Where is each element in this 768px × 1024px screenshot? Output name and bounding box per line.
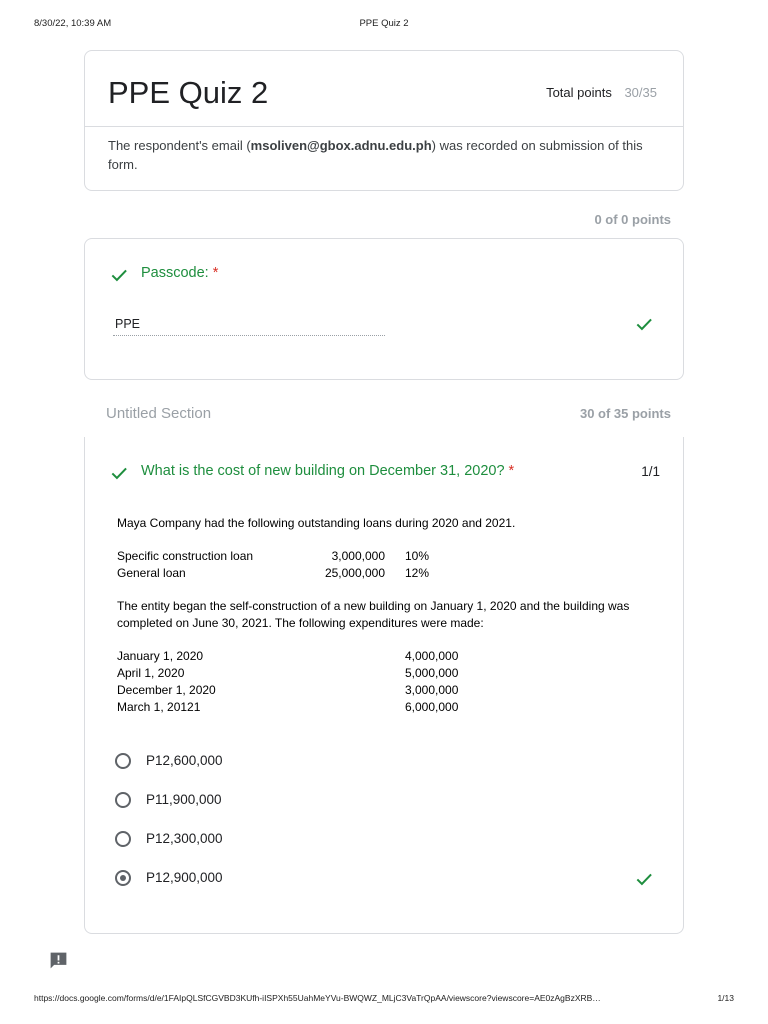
radio-button[interactable] bbox=[115, 753, 131, 769]
print-page-title: PPE Quiz 2 bbox=[359, 18, 409, 29]
question-title: What is the cost of new building on December 31, 2020? * bbox=[141, 463, 515, 479]
report-problem-icon[interactable] bbox=[48, 950, 69, 971]
passcode-question-title: Passcode: * bbox=[141, 265, 219, 281]
check-icon bbox=[109, 265, 129, 285]
total-points bbox=[546, 85, 657, 100]
radio-button-selected[interactable] bbox=[115, 870, 131, 886]
problem-description: The entity began the self-construction of a new building on January 1, 2020 and the building was completed on June 30, 2021. The following expenditures were made: bbox=[117, 599, 630, 630]
option-label: P12,300,000 bbox=[146, 831, 223, 846]
question-score: 1/1 bbox=[641, 464, 660, 479]
page-number: 1/13 bbox=[717, 993, 734, 1003]
passcode-card bbox=[84, 238, 684, 380]
option-p12900000[interactable] bbox=[115, 868, 655, 892]
expenditures-table bbox=[117, 648, 458, 716]
problem-intro: Maya Company had the following outstanding loans during 2020 and 2021. bbox=[117, 516, 516, 530]
table-row: Specific construction loan 3,000,000 10% bbox=[117, 549, 430, 563]
radio-button[interactable] bbox=[115, 831, 131, 847]
problem-image bbox=[117, 515, 667, 732]
required-asterisk: * bbox=[208, 265, 219, 281]
section-points: 30 of 35 points bbox=[579, 406, 671, 421]
option-label: P12,600,000 bbox=[146, 753, 223, 768]
total-points-value: 30/35 bbox=[624, 85, 657, 100]
table-row: March 1, 20121 6,000,000 bbox=[117, 700, 459, 714]
answer-underline bbox=[113, 335, 385, 336]
total-points-label: Total points bbox=[546, 85, 612, 100]
header-divider bbox=[85, 126, 683, 127]
form-header-card bbox=[84, 50, 684, 191]
table-row: December 1, 2020 3,000,000 bbox=[117, 683, 459, 697]
option-p12300000[interactable] bbox=[115, 829, 655, 853]
passcode-answer: PPE bbox=[115, 317, 141, 331]
respondent-email: msoliven@gbox.adnu.edu.ph bbox=[250, 138, 432, 153]
email-note: The respondent's email (msoliven@gbox.adnu.edu.ph) was recorded on submission of this form. bbox=[108, 138, 643, 172]
radio-button[interactable] bbox=[115, 792, 131, 808]
required-asterisk: * bbox=[504, 463, 515, 479]
page-url: https://docs.google.com/forms/d/e/1FAIpQLSfCGVBD3KUfh-iISPXh55UahMeYVu-BWQWZ_MLjC3VaTrQpAA/viewscore?viewscore=AE0zAgBzXRB… bbox=[34, 993, 601, 1003]
table-row: April 1, 2020 5,000,000 bbox=[117, 666, 459, 680]
table-row: General loan 25,000,000 12% bbox=[117, 566, 430, 580]
option-p12600000[interactable] bbox=[115, 751, 655, 775]
check-icon bbox=[109, 463, 129, 483]
form-title: PPE Quiz 2 bbox=[108, 75, 269, 110]
check-icon bbox=[634, 314, 654, 334]
print-date: 8/30/22, 10:39 AM bbox=[34, 18, 112, 29]
option-p11900000[interactable] bbox=[115, 790, 655, 814]
table-row: January 1, 2020 4,000,000 bbox=[117, 649, 459, 663]
check-icon bbox=[634, 869, 654, 889]
question-card bbox=[84, 437, 684, 934]
loans-table bbox=[117, 548, 429, 582]
passcode-section-points: 0 of 0 points bbox=[594, 212, 671, 227]
option-label: P12,900,000 bbox=[146, 870, 223, 885]
section-title: Untitled Section bbox=[106, 405, 212, 422]
option-label: P11,900,000 bbox=[146, 792, 222, 807]
